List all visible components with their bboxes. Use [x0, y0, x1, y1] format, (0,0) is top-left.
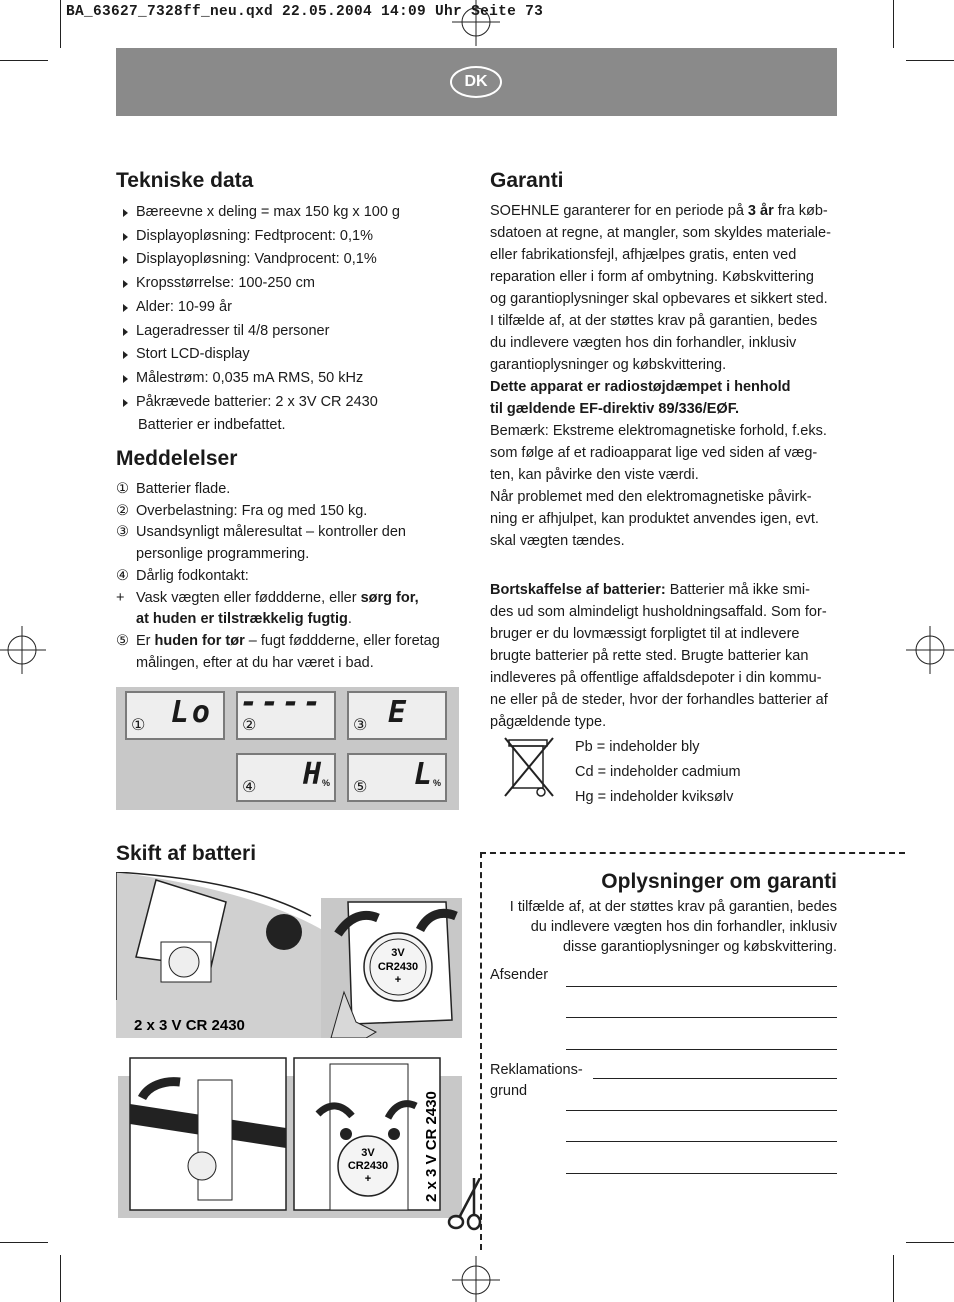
text-line: du indlevere vægten hos din forhandler, inklusiv	[530, 919, 837, 935]
meddelelser-list	[116, 479, 440, 674]
oplysninger-intro	[490, 897, 837, 957]
lcd-display: ① Lo	[125, 691, 225, 740]
text-line: pågældende type.	[490, 714, 607, 730]
reason-field-line[interactable]	[566, 1110, 837, 1111]
list-item: Alder: 10-99 år	[118, 296, 400, 320]
lcd-display: ⑤ L %	[347, 753, 447, 802]
list-item: Bæreevne x deling = max 150 kg x 100 g	[118, 201, 400, 225]
reason-field-line[interactable]	[566, 1173, 837, 1174]
crop-mark	[60, 0, 61, 48]
note-item: ⑤ Er huden for tør – fugt føddderne, eller foretag	[116, 632, 440, 649]
text-line: Dette apparat er radiostøjdæmpet i henhold	[490, 379, 791, 395]
note-item: målingen, efter at du har været i bad.	[136, 654, 374, 671]
cut-line	[480, 852, 905, 854]
battery-voltage-label: 3V	[391, 947, 405, 959]
list-item: Cd = indeholder cadmium	[575, 764, 741, 780]
note-item: ③ Usandsynligt måleresultat – kontroller den	[116, 524, 406, 541]
crop-mark	[0, 60, 48, 61]
list-item: Kropsstørrelse: 100-250 cm	[118, 272, 400, 296]
list-item: Stort LCD-display	[118, 343, 400, 367]
tekniske-data-title: Tekniske data	[116, 169, 254, 192]
list-item: Hg = indeholder kviksølv	[575, 789, 734, 805]
sender-field-line[interactable]	[566, 1017, 837, 1018]
battery-illustration-top	[116, 872, 462, 1038]
crop-mark	[906, 1242, 954, 1243]
sender-field-line[interactable]	[566, 1049, 837, 1050]
text-line: disse garantioplysninger og købskvittering.	[562, 939, 837, 955]
text-line: ning er afhjulpet, kan produktet anvendes igen, evt.	[490, 511, 819, 527]
oplysninger-title: Oplysninger om garanti	[601, 870, 837, 893]
crop-mark	[893, 1255, 894, 1302]
text-line: som følge af et radioapparat lige ved siden af væg-	[490, 445, 818, 461]
list-item: Pb = indeholder bly	[575, 739, 700, 755]
garanti-text	[490, 200, 840, 552]
crop-mark	[893, 0, 894, 48]
text-line: Når problemet med den elektromagnetiske påvirk-	[490, 489, 812, 505]
text-line: og garantioplysninger skal opbevares et sikkert sted.	[490, 291, 828, 307]
scissors-icon	[444, 1178, 484, 1234]
list-item: Displayopløsning: Fedtprocent: 0,1%	[118, 225, 400, 249]
registration-mark-icon	[0, 626, 46, 674]
text-line: du indlevere vægten hos din forhandler, inklusiv	[490, 335, 797, 351]
crossed-bin-icon	[503, 734, 555, 798]
text-line: til gældende EF-direktiv 89/336/EØF.	[490, 401, 739, 417]
crop-mark	[0, 1242, 48, 1243]
tekniske-data-list	[118, 201, 400, 438]
language-badge: DK	[450, 66, 502, 98]
list-item: Lageradresser til 4/8 personer	[118, 320, 400, 344]
chemicals-list	[575, 735, 741, 810]
crop-mark	[906, 60, 954, 61]
registration-mark-icon	[452, 1256, 500, 1302]
battery-illustration-bottom	[118, 1056, 462, 1218]
text-line: Bortskaffelse af batterier: Batterier må ikke smi-	[490, 582, 810, 598]
sender-field-line[interactable]	[566, 986, 837, 987]
note-item: personlige programmering.	[136, 546, 310, 563]
text-line: I tilfælde af, at der støttes krav på garantien, bedes	[490, 313, 818, 329]
garanti-title: Garanti	[490, 169, 564, 192]
reason-field-line[interactable]	[566, 1141, 837, 1142]
note-item: + Vask vægten eller føddderne, eller sørg for,	[116, 589, 419, 606]
list-item-continuation: Batterier er indbefattet.	[138, 417, 286, 434]
text-line: ne eller på de steder, hvor der forhandles batterier af	[490, 692, 828, 708]
text-line: ten, kan påvirke den viste værdi.	[490, 467, 699, 483]
text-line: brugte batterier på rette sted. Brugte batterier kan	[490, 648, 809, 664]
text-line: des ud som almindeligt husholdningsaffald. Som for-	[490, 604, 827, 620]
note-item: ① Batterier flade.	[116, 481, 231, 497]
list-item: Påkrævede batterier: 2 x 3V CR 2430	[118, 391, 400, 415]
sender-label: Afsender	[490, 967, 549, 983]
battery-plus-label: +	[394, 974, 402, 986]
text-line: bruger er du lovmæssigt forpligtet til at indlevere	[490, 626, 800, 642]
battery-vertical-caption: 2 x 3 V CR 2430	[423, 1091, 440, 1202]
battery-caption: 2 x 3 V CR 2430	[134, 1017, 245, 1034]
text-line: I tilfælde af, at der støttes krav på garantien, bedes	[509, 899, 837, 915]
text-line: eller fabrikationsfejl, afhjælpes gratis, enten ved	[490, 247, 797, 263]
reason-label: Reklamations- grund	[490, 1062, 583, 1099]
list-item: Displayopløsning: Vandprocent: 0,1%	[118, 248, 400, 272]
text-line: skal vægten tændes.	[490, 533, 625, 549]
meddelelser-title: Meddelelser	[116, 447, 238, 470]
reason-field-line[interactable]	[593, 1078, 837, 1079]
text-line: Bemærk: Ekstreme elektromagnetiske forhold, f.eks.	[490, 423, 827, 439]
skift-af-batteri-title: Skift af batteri	[116, 842, 257, 865]
lcd-display: ③ E	[347, 691, 447, 740]
battery-voltage-label: 3V	[361, 1147, 375, 1159]
crop-mark	[60, 1255, 61, 1302]
text-line: garantioplysninger og købskvittering.	[490, 357, 727, 373]
battery-plus-label: +	[364, 1173, 372, 1185]
lcd-display: ④ H %	[236, 753, 336, 802]
text-line: sdatoen at regne, at mangler, som skyldes materiale-	[490, 225, 831, 241]
lcd-display-panel	[116, 687, 459, 810]
note-item: ④ Dårlig fodkontakt:	[116, 567, 249, 584]
note-item: at huden er tilstrækkelig fugtig.	[136, 611, 352, 628]
battery-type-label: CR2430	[377, 961, 419, 973]
note-item: ② Overbelastning: Fra og med 150 kg.	[116, 502, 368, 519]
lcd-display: ② ----	[236, 691, 336, 740]
text-line: SOEHNLE garanterer for en periode på 3 år fra køb-	[490, 203, 828, 219]
battery-type-label: CR2430	[347, 1160, 389, 1172]
registration-mark-icon	[452, 0, 500, 46]
text-line: reparation eller i form af ombytning. Købskvittering	[490, 269, 814, 285]
text-line: indleveres på offentlige affaldsdepoter i din kommu-	[490, 670, 822, 686]
registration-mark-icon	[906, 626, 954, 674]
bortskaffelse-text	[490, 579, 842, 733]
print-header: BA_63627_7328ff_neu.qxd 22.05.2004 14:09 Uhr Seite 73	[66, 4, 544, 20]
list-item: Målestrøm: 0,035 mA RMS, 50 kHz	[118, 367, 400, 391]
